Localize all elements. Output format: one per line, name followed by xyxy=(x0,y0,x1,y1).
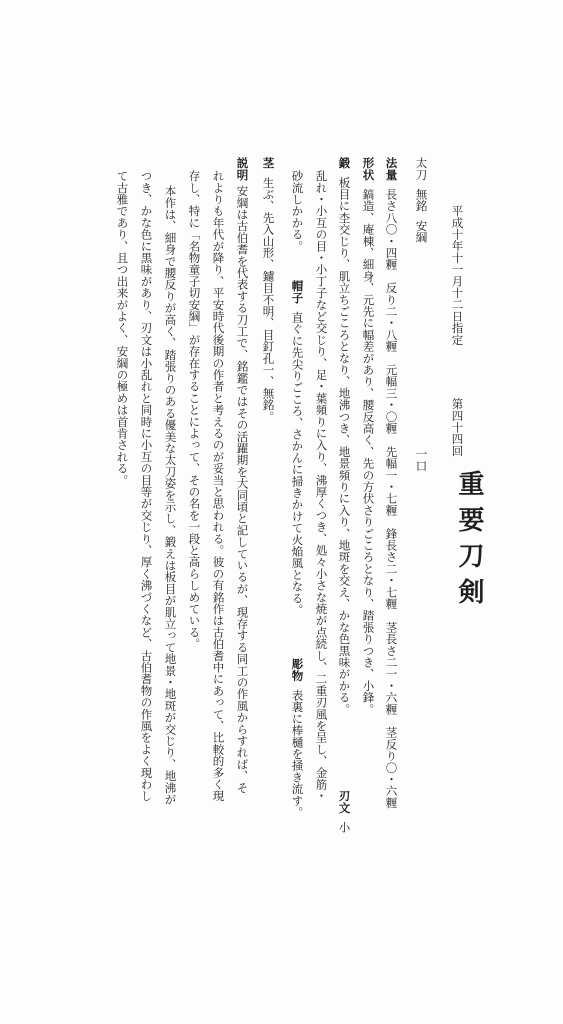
kitae-label: 鍛 xyxy=(337,157,352,169)
setsumei-line-1: 安綱は古伯耆を代表する刀工で、銘鑑ではその活躍期を大同頃と記しているが、現存する同工の作風からすれば、そ xyxy=(235,185,250,794)
keijo-line xyxy=(362,157,374,715)
nakago-line xyxy=(262,157,274,422)
keijo-label: 形状 xyxy=(361,157,376,181)
item-count: 一口 xyxy=(414,448,429,472)
houryou-line xyxy=(385,157,397,809)
hamon-line-2: 乱れ・小互の目・小丁子など交じり、足・葉頻りに入り、沸厚くつき、処々小さな焼が点続し、二重刃風を呈し、金筋・ xyxy=(314,170,329,802)
horimono-label: 彫物 xyxy=(290,658,305,682)
item-smith: 安綱 xyxy=(414,219,429,244)
houryou-label: 法量 xyxy=(384,157,399,181)
setsumei-line-6: て古雅であり、且つ出来がよく、安綱の極めは首肯される。 xyxy=(115,170,130,486)
hamon-line-3: 砂流しかかる。 xyxy=(290,170,305,252)
kitae-text: 板目に杢交じり、肌立ちごころとなり、地沸つき、地景頻りに入り、地斑を交え、かな色黒味がかる。 xyxy=(337,176,352,715)
houryou-text: 長さ八〇・四糎 反り二・八糎 元幅三・〇糎 先幅一・七糎 鋒長さ二・七糎 茎長さ二一・六糎 茎反り〇・六糎 xyxy=(384,188,399,809)
item-type: 太刀 xyxy=(414,157,429,181)
nakago-text: 生ぶ、先入山形、鑢目不明、目釘孔一、無銘。 xyxy=(261,176,276,423)
session-number: 第四十四回 xyxy=(450,398,465,457)
item-mei: 無銘 xyxy=(414,188,429,212)
document-title: 重要刀剣 xyxy=(454,470,484,614)
horimono-line xyxy=(291,658,303,818)
keijo-text: 鎬造、庵棟、細身、元先に幅差があり、腰反高く、先の方伏さりごころとなり、踏張りつき、小鋒。 xyxy=(361,188,376,715)
boshi-line xyxy=(291,280,303,616)
boshi-text: 直ぐに先尖りごころ、さかんに掃きかけて火焔風となる。 xyxy=(290,311,305,616)
hamon-text-start: 小 xyxy=(337,821,352,834)
item-name xyxy=(415,157,427,243)
hamon-label: 刃文 xyxy=(337,790,352,814)
horimono-text: 表裏に棒樋を掻き流す。 xyxy=(290,689,305,819)
setsumei-line-4: 本作は、細身で腰反りが高く、踏張りのある優美な太刀姿を示し、鍛えは板目が肌立って地景・地斑が交じり、地沸が xyxy=(163,185,178,806)
setsumei-label: 説明 xyxy=(235,157,250,181)
hamon-head xyxy=(338,790,350,833)
kitae-line xyxy=(338,157,350,715)
setsumei-line-2: れよりも年代が降り、平安時代後期の作者と考えるのが妥当と思われる。彼の有銘作は古伯耆中にあって、比較的多く現 xyxy=(211,170,226,802)
setsumei-line-5: つき、かな色に黒味があり、刃文は小乱れと同時に小互の目等が交じり、厚く沸づくなど、古伯耆物の作風をよく現わし xyxy=(139,170,154,802)
setsumei-line-3: 存し、特に「名物童子切安綱」が存在することによって、その名を一段と高らしめている。 xyxy=(187,170,202,650)
designation-date: 平成十年十一月十二日指定 xyxy=(450,205,465,346)
nakago-label: 茎 xyxy=(261,157,276,169)
boshi-label: 帽子 xyxy=(290,280,305,304)
